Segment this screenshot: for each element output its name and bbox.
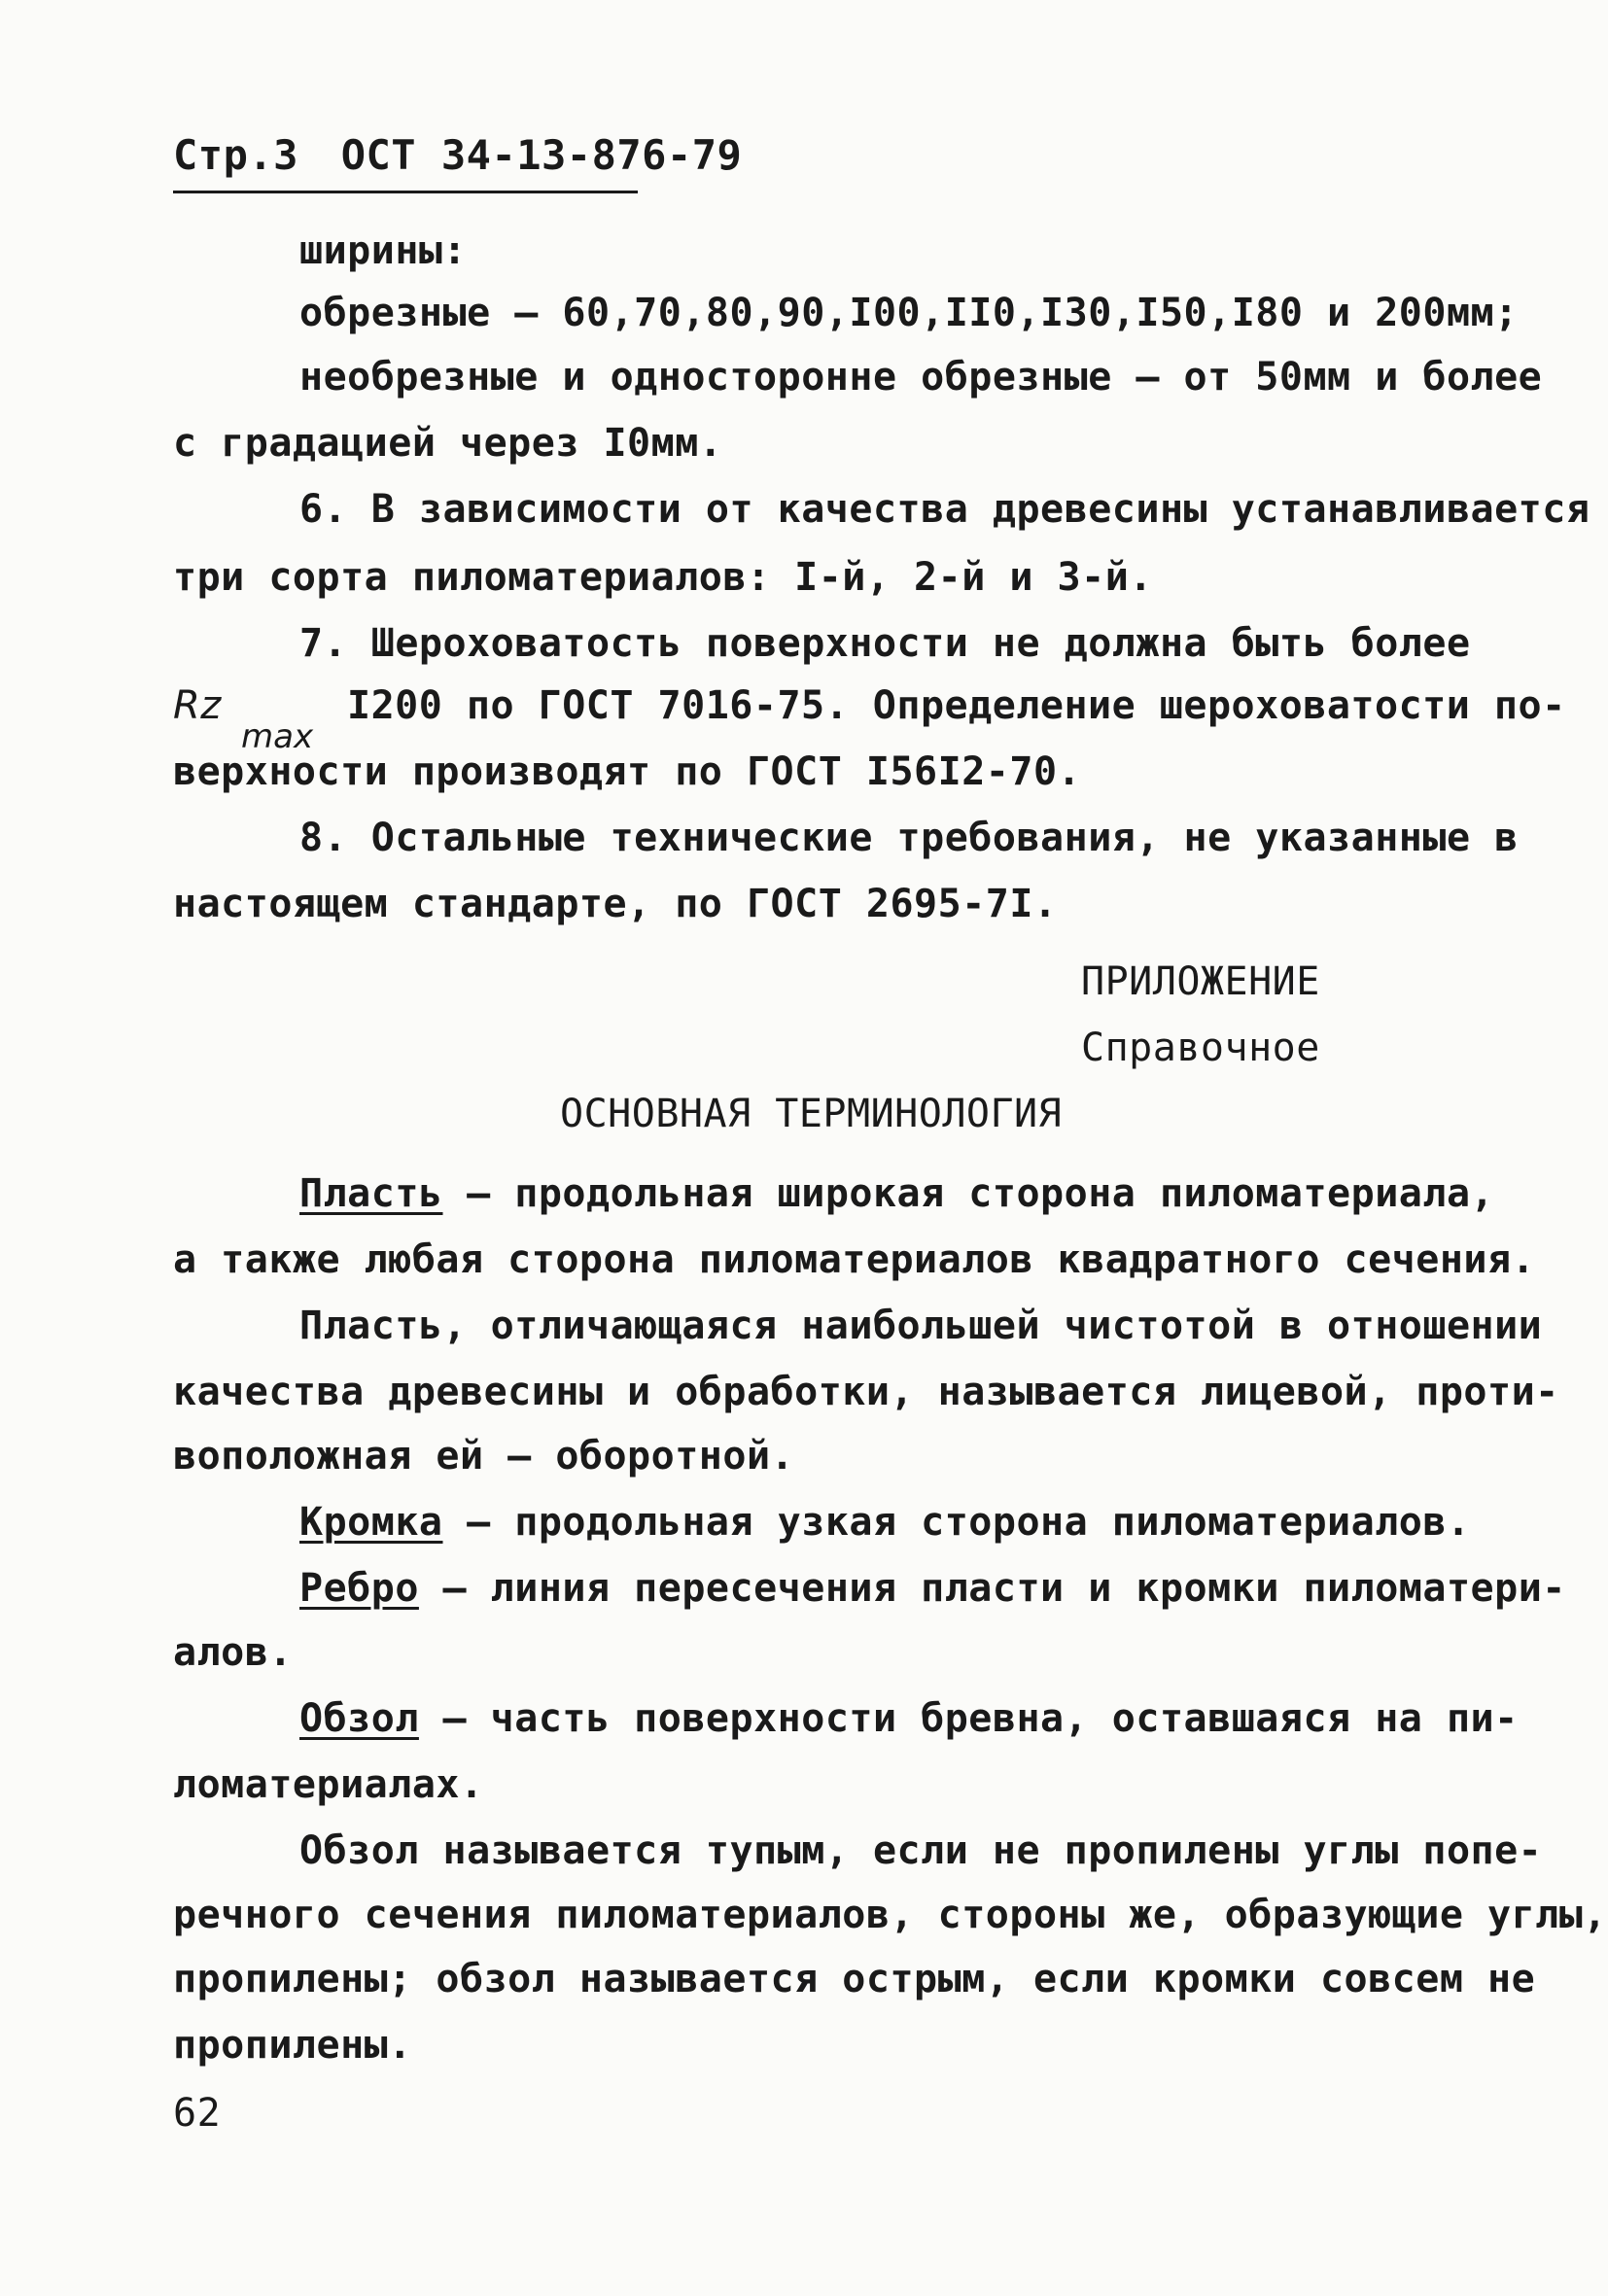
appendix-kind: Справочное [1081,1026,1320,1070]
text-line: алов. [173,1630,293,1675]
term-obzol: Обзол [299,1696,419,1741]
appendix-label: ПРИЛОЖЕНИЕ [1081,959,1320,1004]
text-line: I200 по ГОСТ 7016-75. Определение шероховатости по- [346,683,1566,728]
text-line: пропилены. [173,2023,412,2068]
term-definition [299,1695,1519,1742]
page-label: Стр.3 [173,131,298,179]
text-line: Обзол называется тупым, если не пропилены углы попе- [299,1828,1543,1873]
term-definition-text: – продольная широкая сторона пиломатериала, [442,1171,1495,1216]
text-line: верхности производят по ГОСТ I56I2-70. [173,749,1082,794]
text-line: необрезные и односторонне обрезные – от 50мм и более [299,355,1543,400]
text-line: настоящем стандарте, по ГОСТ 2695-7I. [173,882,1058,926]
text-line: ширины: [299,228,468,273]
page-number: 62 [173,2091,222,2136]
text-line: ломатериалах. [173,1762,484,1807]
text-line: качества древесины и обработки, называется лицевой, проти- [173,1370,1559,1414]
roughness-symbol: Rz [173,683,222,728]
text-line: три сорта пиломатериалов: I-й, 2-й и 3-й. [173,555,1153,600]
term-definition-text: – часть поверхности бревна, оставшаяся на пи- [418,1696,1519,1741]
roughness-line [173,682,1566,729]
text-line: а также любая сторона пиломатериалов квадратного сечения. [173,1237,1536,1282]
term-definition-text: – линия пересечения пласти и кромки пиломатери- [418,1566,1566,1611]
text-line: обрезные – 60,70,80,90,I00,II0,I30,I50,I80 и 200мм; [299,291,1519,335]
roughness-subscript: max [241,717,314,756]
appendix-title: ОСНОВНАЯ ТЕРМИНОЛОГИЯ [560,1092,1063,1136]
text-line: воположная ей – оборотной. [173,1434,795,1478]
text-line: 6. В зависимости от качества древесины устанавливается [299,487,1591,532]
term-plast: Пласть [299,1171,443,1216]
term-definition-text: – продольная узкая сторона пиломатериалов. [442,1500,1471,1545]
text-line: 8. Остальные технические требования, не указанные в [299,816,1519,860]
term-definition [299,1565,1566,1612]
document-code: ОСТ 34-13-876-79 [340,131,743,179]
term-rebro: Ребро [299,1566,419,1611]
term-kromka: Кромка [299,1500,443,1545]
text-line: 7. Шероховатость поверхности не должна быть более [299,621,1471,666]
text-line: с градацией через I0мм. [173,421,723,466]
term-definition [299,1170,1494,1217]
page-header [173,132,742,179]
header-underline [173,191,638,193]
text-line: речного сечения пиломатериалов, стороны же, образующие углы, [173,1893,1607,1937]
term-definition [299,1499,1471,1546]
text-line: Пласть, отличающаяся наибольшей чистотой в отношении [299,1304,1543,1348]
text-line: пропилены; обзол называется острым, если кромки совсем не [173,1957,1536,2001]
